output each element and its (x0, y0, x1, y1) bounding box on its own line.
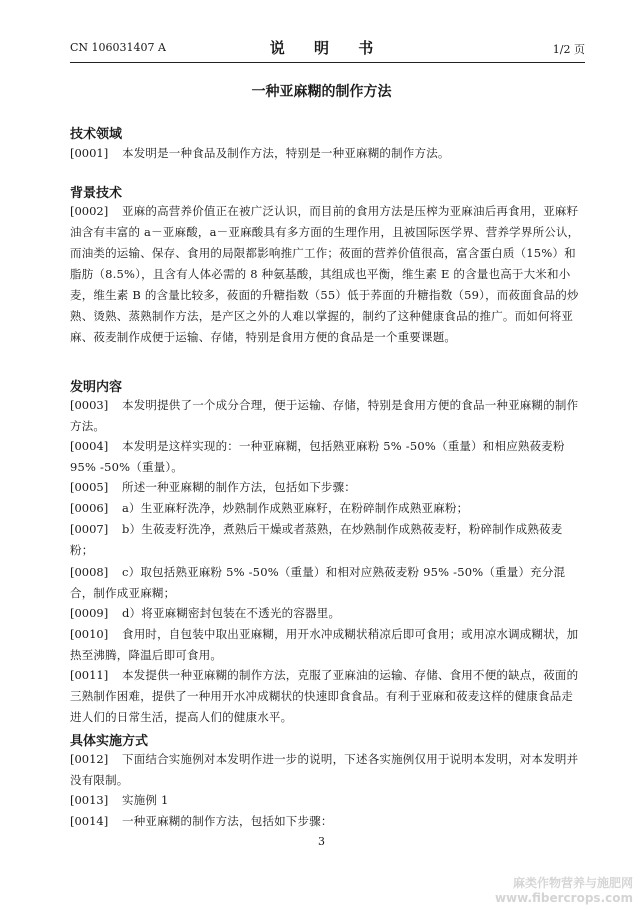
paragraph-number: [0004] (70, 439, 109, 453)
paragraph-number: [0003] (70, 398, 109, 412)
paragraph (70, 665, 582, 728)
paragraph (70, 811, 582, 832)
page-header (70, 37, 585, 57)
paragraph-text: 一种亚麻糊的制作方法，包括如下步骤： (122, 814, 333, 828)
publication-number: CN 106031407 A (70, 41, 166, 54)
paragraph-text: 实施例 1 (122, 793, 169, 807)
paragraph (70, 603, 582, 624)
section-heading: 发明内容 (70, 380, 123, 395)
paragraph-number: [0002] (70, 204, 109, 218)
paragraph-text: b）生莜麦籽洗净，煮熟后干燥或者蒸熟，在炒熟制作成熟莜麦籽，粉碎制作成熟莜麦粉； (70, 522, 563, 557)
document-title: 一种亚麻糊的制作方法 (251, 84, 392, 100)
paragraph (70, 498, 582, 519)
paragraph-number: [0010] (70, 627, 109, 641)
paragraph-number: [0001] (70, 146, 109, 160)
paragraph (70, 436, 582, 478)
watermark-url: www.fibercrops.com (494, 891, 633, 905)
section-heading: 背景技术 (70, 186, 123, 201)
paragraph (70, 477, 582, 498)
header-rule (70, 62, 585, 63)
paragraph-number: [0008] (70, 565, 109, 579)
document-type-label: 说 明 书 (269, 39, 386, 57)
paragraph (70, 749, 582, 791)
paragraph-number: [0011] (70, 668, 109, 682)
paragraph-text: 本发提供一种亚麻糊的制作方法，克服了亚麻油的运输、存储、食用不便的缺点，莜面的三熟制作困难，提供了一种用开水冲成糊状的快速即食食品。有利于亚麻和莜麦这样的健康食品走进人们的日常生活，提高人们的健康水平。 (70, 668, 579, 724)
paragraph-text: 食用时，自包装中取出亚麻糊，用开水冲成糊状稍凉后即可食用；或用凉水调成糊状，加热至沸腾，降温后即可食用。 (70, 627, 579, 662)
paragraph-number: [0013] (70, 793, 109, 807)
paragraph (70, 143, 582, 164)
paragraph-text: a）生亚麻籽洗净，炒熟制作成熟亚麻籽，在粉碎制作成熟亚麻粉； (122, 501, 469, 515)
paragraph-number: [0007] (70, 522, 109, 536)
watermark-site-name: 麻类作物营养与施肥网 (512, 876, 633, 890)
paragraph-text: 亚麻的高营养价值正在被广泛认识，而目前的食用方法是压榨为亚麻油后再食用，亚麻籽油含有丰富的 a－亚麻酸，a－亚麻酸具有多方面的生理作用，且被国际医学界、营养学界所公认，而油类的运输、保存、食用的局限都影响推广工作；莜面的营养价值很高，富含蛋白质（15%）和脂肪（8.5%），且含有人体必需的 8 种氨基酸，其组成也平衡，维生素 E 的含量也高于大米和小麦，维生素 B 的含量比较多，莜面的升糖指数（55）低于荞面的升糖指数（59），而莜面食品的炒熟、烫熟、蒸熟制作方法，是产区之外的人难以掌握的，制约了这种健康食品的推广。而如何将亚麻、莜麦制作成便于运输、存储，特别是食用方便的食品是一个重要课题。 (70, 204, 580, 344)
paragraph (70, 790, 582, 811)
paragraph-text: c）取包括熟亚麻粉 5% -50%（重量）和相对应熟莜麦粉 95% -50%（重量）充分混合，制作成亚麻糊； (70, 565, 566, 600)
paragraph (70, 519, 582, 561)
paragraph-number: [0012] (70, 752, 109, 766)
paragraph-number: [0006] (70, 501, 109, 515)
section-heading: 具体实施方式 (70, 734, 149, 749)
page-of-label: 1/2 页 (552, 43, 585, 56)
section-heading: 技术领域 (70, 127, 123, 142)
paragraph (70, 624, 582, 666)
paragraph-text: d）将亚麻糊密封包装在不透光的容器里。 (122, 606, 341, 620)
paragraph-number: [0014] (70, 814, 109, 828)
page-number: 3 (318, 835, 325, 848)
paragraph-text: 本发明是一种食品及制作方法，特别是一种亚麻糊的制作方法。 (122, 146, 450, 160)
paragraph-text: 下面结合实施例对本发明作进一步的说明，下述各实施例仅用于说明本发明，对本发明并没有限制。 (70, 752, 579, 787)
paragraph-number: [0005] (70, 480, 109, 494)
paragraph-text: 本发明提供了一个成分合理，便于运输、存储，特别是食用方便的食品一种亚麻糊的制作方法。 (70, 398, 579, 433)
site-watermark (495, 876, 633, 906)
paragraph-number: [0009] (70, 606, 109, 620)
paragraph (70, 562, 582, 604)
paragraph (70, 201, 582, 348)
paragraph-text: 本发明是这样实现的：一种亚麻糊，包括熟亚麻粉 5% -50%（重量）和相应熟莜麦粉 95% -50%（重量）。 (70, 439, 565, 474)
paragraph (70, 395, 582, 437)
paragraph-text: 所述一种亚麻糊的制作方法，包括如下步骤： (122, 480, 356, 494)
